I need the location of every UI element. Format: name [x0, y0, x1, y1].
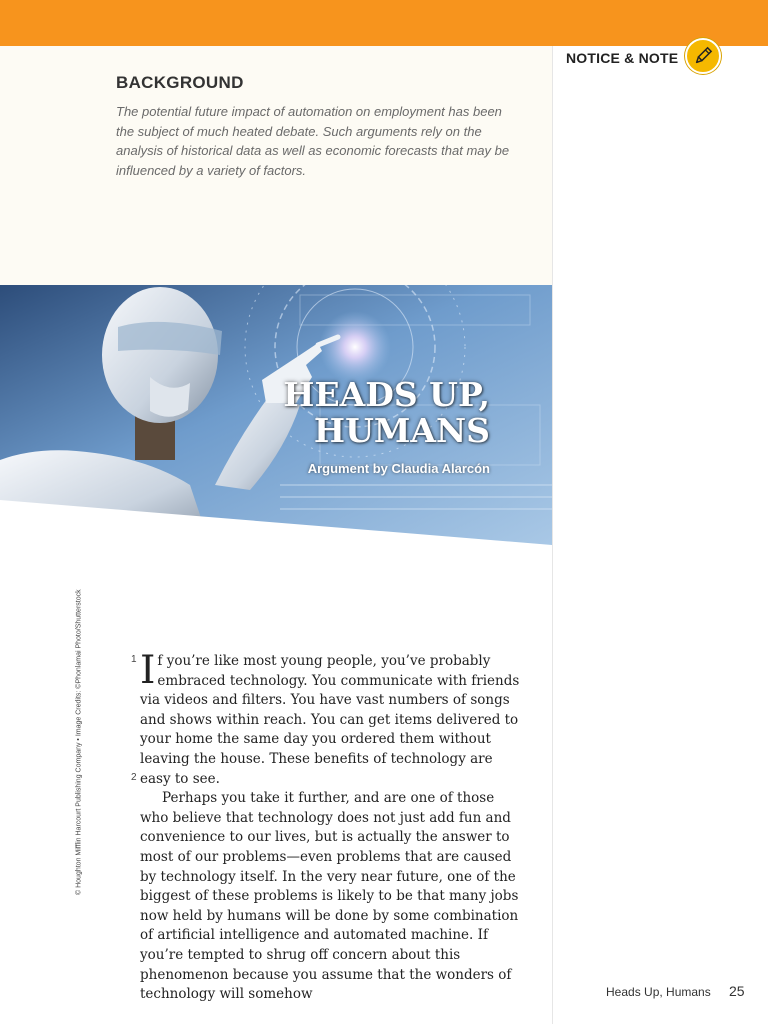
running-footer-title: Heads Up, Humans — [606, 985, 711, 999]
paragraph-number-1: 1 — [131, 654, 137, 665]
pencil-icon[interactable] — [685, 38, 721, 74]
paragraph-1-text: f you’re like most young people, you’ve probably embraced technology. You communicate with friends via videos and filters. You have vast numbers of songs and shows within reach. You can get items delivered to your home the same day you ordered them without leaving the house. These benefits of technology are easy to see. — [140, 653, 520, 787]
image-credit: © Houghton Mifflin Harcourt Publishing Company • Image Credits: ©Phonlamai Photo/Shutterstock — [75, 589, 83, 895]
background-heading: BACKGROUND — [116, 73, 244, 92]
paragraph-1 — [140, 648, 520, 789]
drop-cap: I — [140, 648, 156, 693]
background-text: The potential future impact of automation on employment has been the subject of much heated debate. Such arguments rely on the analysis of historical data as well as economic forecasts that may be influenced by a variety of factors. — [116, 104, 510, 179]
page-number: 25 — [729, 983, 745, 999]
article-title-line-2: HUMANS — [313, 411, 490, 450]
hero-image — [0, 285, 552, 545]
article-title — [283, 377, 490, 449]
paragraph-2: Perhaps you take it further, and are one of those who believe that technology does not just add fun and convenience to our lives, but is actually the answer to most of our problems—even problems that are caused by technology itself. In the very near future, one of the biggest of these problems is likely to be that many jobs now held by humans will be done by some combination of artificial intelligence and automated machine. If you’re tempted to shrug off concern about this phenomenon because you assume that the wonders of technology will somehow — [140, 790, 519, 1003]
article-title-line-1: HEADS UP, — [283, 375, 490, 414]
top-color-bar — [0, 0, 768, 46]
notice-note-label: NOTICE & NOTE — [566, 50, 679, 66]
note-margin-column — [552, 46, 768, 1024]
paragraph-number-2: 2 — [131, 772, 137, 783]
article-body — [140, 648, 520, 1005]
article-byline: Argument by Claudia Alarcón — [307, 461, 490, 476]
